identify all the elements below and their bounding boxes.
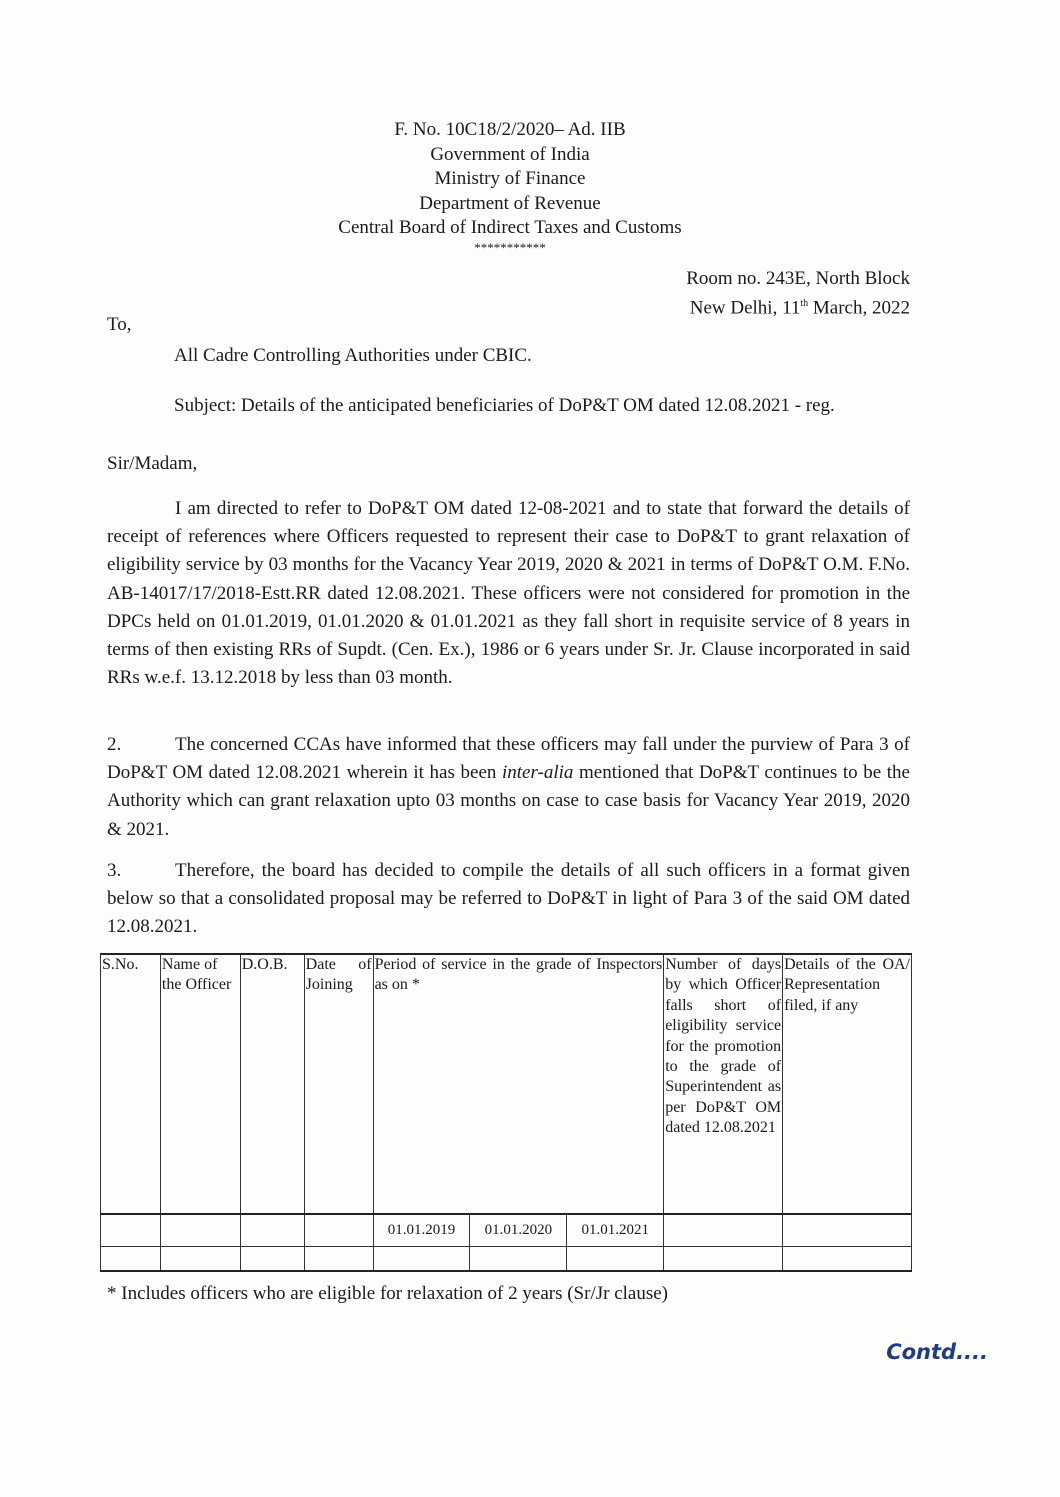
government: Government of India	[430, 143, 590, 165]
header-dob: D.O.B.	[240, 954, 304, 1214]
header-doj: Date of Joining	[304, 954, 373, 1214]
address-block	[686, 266, 910, 320]
date-2019: 01.01.2019	[373, 1214, 470, 1246]
salutation: Sir/Madam,	[107, 453, 198, 474]
subject: Subject: Details of the anticipated beneficiaries of DoP&T OM dated 12.08.2021 - reg.	[174, 395, 835, 416]
date-prefix: New Delhi, 11	[689, 297, 801, 319]
date-suffix: March, 2022	[808, 297, 910, 319]
paragraph-2	[107, 731, 910, 844]
paragraph-3	[107, 857, 910, 942]
ministry: Ministry of Finance	[434, 168, 586, 190]
separator-stars: ***********	[474, 239, 546, 255]
header-details: Details of the OA/ Representation filed, if any	[783, 954, 912, 1214]
cell	[470, 1246, 567, 1271]
table-header-row	[101, 954, 912, 1214]
letter-header	[290, 118, 730, 255]
handwritten-contd: Contd....	[886, 1340, 988, 1364]
cell	[783, 1246, 912, 1271]
cell	[567, 1246, 664, 1271]
header-period: Period of service in the grade of Inspectors as on *	[373, 954, 664, 1214]
paragraph-3-number: 3.	[107, 860, 122, 881]
cell	[240, 1214, 304, 1246]
footnote: * Includes officers who are eligible for relaxation of 2 years (Sr/Jr clause)	[107, 1283, 668, 1304]
department: Department of Revenue	[419, 192, 601, 214]
cell	[101, 1214, 161, 1246]
paragraph-3-text: Therefore, the board has decided to compile the details of all such officers in a format given below so that a consolidated proposal may be referred to DoP&T in light of Para 3 of the said OM dated 12.08.2021.	[107, 860, 910, 938]
board: Central Board of Indirect Taxes and Customs	[338, 217, 682, 239]
date-sup: th	[800, 298, 809, 309]
table-row	[101, 1246, 912, 1271]
cell	[304, 1214, 373, 1246]
paragraph-2-number: 2.	[107, 734, 122, 755]
file-number: F. No. 10C18/2/2020– Ad. IIB	[394, 119, 626, 140]
cell	[373, 1246, 470, 1271]
cell	[304, 1246, 373, 1271]
beneficiaries-format-table	[100, 953, 912, 1272]
table-date-row	[101, 1214, 912, 1246]
paragraph-2-italic: inter-alia	[502, 762, 574, 784]
header-name: Name of the Officer	[160, 954, 240, 1214]
date-2021: 01.01.2021	[567, 1214, 664, 1246]
recipient: All Cadre Controlling Authorities under CBIC.	[174, 345, 532, 366]
letter-date	[686, 291, 910, 320]
cell	[160, 1214, 240, 1246]
cell	[783, 1214, 912, 1246]
cell	[240, 1246, 304, 1271]
to-label: To,	[107, 314, 132, 335]
date-2020: 01.01.2020	[470, 1214, 567, 1246]
cell	[664, 1214, 783, 1246]
paragraph-1: I am directed to refer to DoP&T OM dated 12-08-2021 and to state that forward the details of receipt of references where Officers requested to represent their case to DoP&T to grant relaxation of eligibility service by 03 months for the Vacancy Year 2019, 2020 & 2021 in terms of DoP&T O.M. F.No. AB-14017/17/2018-Estt.RR dated 12.08.2021. These officers were not considered for promotion in the DPCs held on 01.01.2019, 01.01.2020 & 01.01.2021 as they fall short in requisite service of 8 years in terms of then existing RRs of Supdt. (Cen. Ex.), 1986 or 6 years under Sr. Jr. Clause incorporated in said RRs w.e.f. 13.12.2018 by less than 03 month.	[107, 498, 910, 689]
paragraph-2-text-a: The concerned CCAs have informed that these officers may fall under the purview of Para 3 of DoP&T OM dated 12.08.2021 wherein it has been	[107, 734, 910, 784]
cell	[160, 1246, 240, 1271]
header-sno: S.No.	[101, 954, 161, 1214]
room: Room no. 243E, North Block	[686, 268, 910, 289]
paragraph-2-text-b: mentioned that DoP&T continues to be the Authority which can grant relaxation upto 03 months on case to case basis for Vacancy Year 2019, 2020 & 2021.	[107, 762, 910, 840]
cell	[101, 1246, 161, 1271]
header-days-short: Number of days by which Officer falls short of eligibility service for the promotion to the grade of Superintendent as per DoP&T OM dated 12.08.2021	[664, 954, 783, 1214]
cell	[664, 1246, 783, 1271]
